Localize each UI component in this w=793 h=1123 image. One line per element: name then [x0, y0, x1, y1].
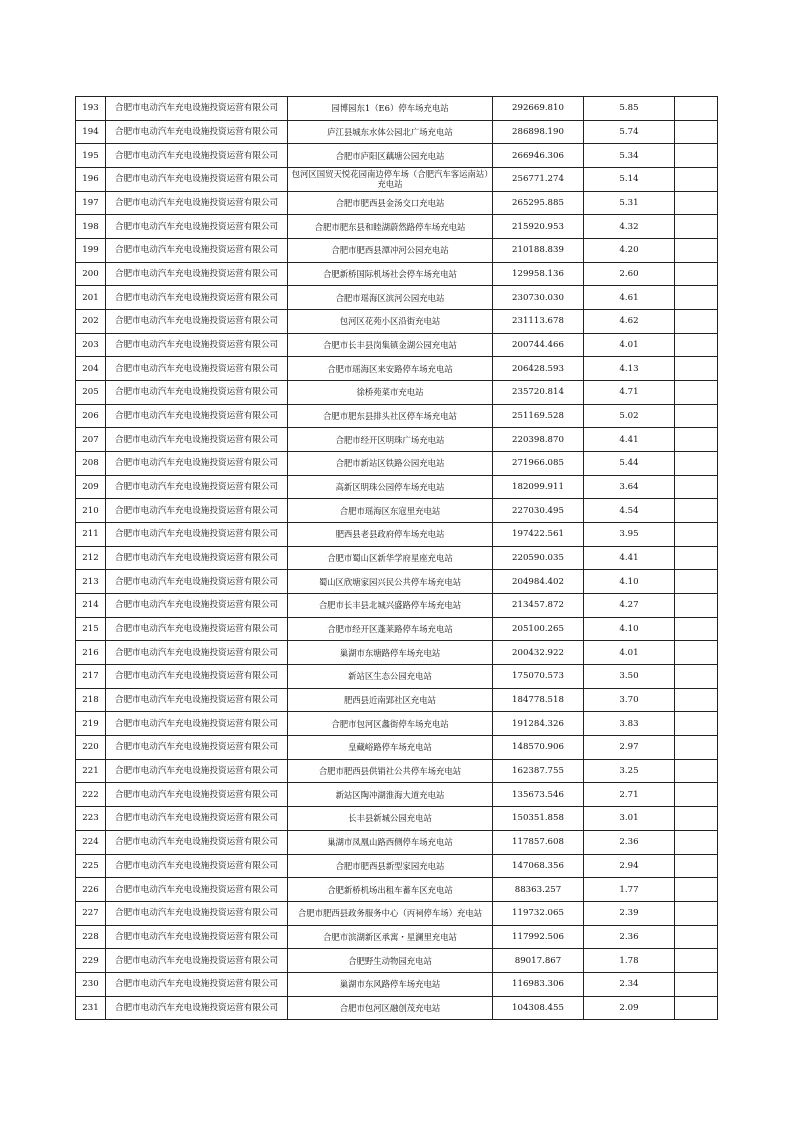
remark-cell [675, 878, 718, 902]
remark-cell [675, 949, 718, 973]
table-row [76, 381, 718, 405]
station-name: 合肥新桥机场出租车蓄车区充电站 [288, 878, 493, 902]
charging-volume: 220590.035 [493, 546, 584, 570]
table-row [76, 239, 718, 263]
table-row [76, 144, 718, 168]
table-row [76, 570, 718, 594]
operator-name: 合肥市电动汽车充电设施投资运营有限公司 [106, 641, 288, 665]
operator-name: 合肥市电动汽车充电设施投资运营有限公司 [106, 546, 288, 570]
remark-cell [675, 215, 718, 239]
row-number: 216 [76, 641, 106, 665]
row-number: 213 [76, 570, 106, 594]
operator-name: 合肥市电动汽车充电设施投资运营有限公司 [106, 523, 288, 547]
charging-volume: 117992.506 [493, 925, 584, 949]
share-value: 2.60 [584, 262, 675, 286]
table-body [76, 97, 718, 1020]
share-value: 3.64 [584, 475, 675, 499]
station-name: 徐桥苑菜市充电站 [288, 381, 493, 405]
charging-volume: 200744.466 [493, 333, 584, 357]
charging-volume: 89017.867 [493, 949, 584, 973]
operator-name: 合肥市电动汽车充电设施投资运营有限公司 [106, 570, 288, 594]
station-name: 合肥市瑶海区滨河公园充电站 [288, 286, 493, 310]
station-name: 巢湖市东风路停车场充电站 [288, 972, 493, 996]
table-row [76, 168, 718, 192]
share-value: 2.09 [584, 996, 675, 1020]
remark-cell [675, 925, 718, 949]
row-number: 197 [76, 191, 106, 215]
operator-name: 合肥市电动汽车充电设施投资运营有限公司 [106, 215, 288, 239]
share-value: 3.01 [584, 807, 675, 831]
remark-cell [675, 428, 718, 452]
row-number: 209 [76, 475, 106, 499]
charging-volume: 271966.085 [493, 452, 584, 476]
share-value: 4.10 [584, 617, 675, 641]
operator-name: 合肥市电动汽车充电设施投资运营有限公司 [106, 736, 288, 760]
operator-name: 合肥市电动汽车充电设施投资运营有限公司 [106, 949, 288, 973]
charging-volume: 191284.326 [493, 712, 584, 736]
operator-name: 合肥市电动汽车充电设施投资运营有限公司 [106, 404, 288, 428]
table-row [76, 830, 718, 854]
charging-volume: 292669.810 [493, 97, 584, 121]
station-name: 巢湖市凤凰山路西侧停车场充电站 [288, 830, 493, 854]
table-row [76, 594, 718, 618]
station-name: 合肥新桥国际机场社会停车场充电站 [288, 262, 493, 286]
station-name: 合肥市肥东县排头社区停车场充电站 [288, 404, 493, 428]
row-number: 203 [76, 333, 106, 357]
table-row [76, 854, 718, 878]
table-row [76, 523, 718, 547]
operator-name: 合肥市电动汽车充电设施投资运营有限公司 [106, 310, 288, 334]
row-number: 217 [76, 665, 106, 689]
remark-cell [675, 546, 718, 570]
charging-volume: 265295.885 [493, 191, 584, 215]
share-value: 3.95 [584, 523, 675, 547]
station-name: 长丰县新城公园充电站 [288, 807, 493, 831]
row-number: 212 [76, 546, 106, 570]
row-number: 225 [76, 854, 106, 878]
row-number: 200 [76, 262, 106, 286]
station-name: 巢湖市东塘路停车场充电站 [288, 641, 493, 665]
table-row [76, 783, 718, 807]
share-value: 1.77 [584, 878, 675, 902]
share-value: 5.31 [584, 191, 675, 215]
share-value: 2.97 [584, 736, 675, 760]
remark-cell [675, 333, 718, 357]
share-value: 4.32 [584, 215, 675, 239]
row-number: 228 [76, 925, 106, 949]
table-row [76, 262, 718, 286]
station-name: 合肥市肥西县金汤交口充电站 [288, 191, 493, 215]
row-number: 198 [76, 215, 106, 239]
row-number: 201 [76, 286, 106, 310]
operator-name: 合肥市电动汽车充电设施投资运营有限公司 [106, 594, 288, 618]
table-row [76, 925, 718, 949]
operator-name: 合肥市电动汽车充电设施投资运营有限公司 [106, 807, 288, 831]
station-name: 合肥市肥西县供销社公共停车场充电站 [288, 759, 493, 783]
station-name: 肥西县近南郢社区充电站 [288, 688, 493, 712]
charging-volume: 266946.306 [493, 144, 584, 168]
table-row [76, 617, 718, 641]
table-row [76, 357, 718, 381]
station-name: 包河区国贸天悦花园南边停车场（合肥汽车客运南站）充电站 [288, 168, 493, 192]
charging-volume: 135673.546 [493, 783, 584, 807]
charging-volume: 184778.518 [493, 688, 584, 712]
remark-cell [675, 854, 718, 878]
table-row [76, 404, 718, 428]
station-name: 合肥市包河区蠡街停车场充电站 [288, 712, 493, 736]
remark-cell [675, 688, 718, 712]
charging-volume: 197422.561 [493, 523, 584, 547]
table-row [76, 215, 718, 239]
table-row [76, 546, 718, 570]
share-value: 4.13 [584, 357, 675, 381]
remark-cell [675, 901, 718, 925]
row-number: 210 [76, 499, 106, 523]
station-name: 合肥市新站区铁路公园充电站 [288, 452, 493, 476]
station-name: 合肥市经开区明珠广场充电站 [288, 428, 493, 452]
share-value: 3.50 [584, 665, 675, 689]
charging-volume: 205100.265 [493, 617, 584, 641]
share-value: 2.39 [584, 901, 675, 925]
table-row [76, 428, 718, 452]
remark-cell [675, 452, 718, 476]
remark-cell [675, 570, 718, 594]
operator-name: 合肥市电动汽车充电设施投资运营有限公司 [106, 972, 288, 996]
share-value: 5.14 [584, 168, 675, 192]
charging-volume: 213457.872 [493, 594, 584, 618]
table-row [76, 878, 718, 902]
operator-name: 合肥市电动汽车充电设施投资运营有限公司 [106, 688, 288, 712]
operator-name: 合肥市电动汽车充电设施投资运营有限公司 [106, 901, 288, 925]
row-number: 227 [76, 901, 106, 925]
remark-cell [675, 617, 718, 641]
table-row [76, 191, 718, 215]
station-name: 合肥市庐阳区藕塘公园充电站 [288, 144, 493, 168]
remark-cell [675, 759, 718, 783]
operator-name: 合肥市电动汽车充电设施投资运营有限公司 [106, 665, 288, 689]
charging-volume: 104308.455 [493, 996, 584, 1020]
remark-cell [675, 191, 718, 215]
share-value: 2.34 [584, 972, 675, 996]
station-name: 肥西县老县政府停车场充电站 [288, 523, 493, 547]
station-name: 皇藏峪路停车场充电站 [288, 736, 493, 760]
row-number: 193 [76, 97, 106, 121]
charging-volume: 235720.814 [493, 381, 584, 405]
remark-cell [675, 97, 718, 121]
row-number: 208 [76, 452, 106, 476]
table-row [76, 807, 718, 831]
station-name: 新站区生态公园充电站 [288, 665, 493, 689]
charging-volume: 206428.593 [493, 357, 584, 381]
document-page [75, 96, 717, 1020]
charging-volume: 286898.190 [493, 120, 584, 144]
station-name: 合肥市肥西县新型家园充电站 [288, 854, 493, 878]
share-value: 5.44 [584, 452, 675, 476]
station-name: 合肥市滨湖新区承寓・星澜里充电站 [288, 925, 493, 949]
operator-name: 合肥市电动汽车充电设施投资运营有限公司 [106, 830, 288, 854]
share-value: 4.01 [584, 641, 675, 665]
row-number: 204 [76, 357, 106, 381]
station-name: 合肥野生动物园充电站 [288, 949, 493, 973]
remark-cell [675, 641, 718, 665]
table-row [76, 641, 718, 665]
operator-name: 合肥市电动汽车充电设施投资运营有限公司 [106, 783, 288, 807]
station-name: 高新区明珠公园停车场充电站 [288, 475, 493, 499]
share-value: 4.01 [584, 333, 675, 357]
station-name: 合肥市蜀山区新华学府星座充电站 [288, 546, 493, 570]
share-value: 4.62 [584, 310, 675, 334]
charging-volume: 251169.528 [493, 404, 584, 428]
share-value: 4.27 [584, 594, 675, 618]
remark-cell [675, 807, 718, 831]
charging-volume: 129958.136 [493, 262, 584, 286]
remark-cell [675, 404, 718, 428]
row-number: 195 [76, 144, 106, 168]
table-row [76, 333, 718, 357]
charging-volume: 230730.030 [493, 286, 584, 310]
station-name: 园博园东1（E6）停车场充电站 [288, 97, 493, 121]
share-value: 3.83 [584, 712, 675, 736]
table-row [76, 759, 718, 783]
table-row [76, 286, 718, 310]
operator-name: 合肥市电动汽车充电设施投资运营有限公司 [106, 996, 288, 1020]
share-value: 2.94 [584, 854, 675, 878]
operator-name: 合肥市电动汽车充电设施投资运营有限公司 [106, 617, 288, 641]
charging-volume: 150351.858 [493, 807, 584, 831]
operator-name: 合肥市电动汽车充电设施投资运营有限公司 [106, 239, 288, 263]
row-number: 223 [76, 807, 106, 831]
station-name: 合肥市瑶海区东寇里充电站 [288, 499, 493, 523]
remark-cell [675, 239, 718, 263]
share-value: 4.41 [584, 428, 675, 452]
table-row [76, 712, 718, 736]
share-value: 4.20 [584, 239, 675, 263]
row-number: 199 [76, 239, 106, 263]
station-name: 合肥市包河区融创茂充电站 [288, 996, 493, 1020]
share-value: 1.78 [584, 949, 675, 973]
station-name: 庐江县城东水体公园北广场充电站 [288, 120, 493, 144]
remark-cell [675, 972, 718, 996]
remark-cell [675, 357, 718, 381]
share-value: 4.10 [584, 570, 675, 594]
charging-volume: 119732.065 [493, 901, 584, 925]
operator-name: 合肥市电动汽车充电设施投资运营有限公司 [106, 925, 288, 949]
operator-name: 合肥市电动汽车充电设施投资运营有限公司 [106, 499, 288, 523]
share-value: 2.36 [584, 830, 675, 854]
charging-volume: 200432.922 [493, 641, 584, 665]
remark-cell [675, 286, 718, 310]
share-value: 4.71 [584, 381, 675, 405]
operator-name: 合肥市电动汽车充电设施投资运营有限公司 [106, 712, 288, 736]
operator-name: 合肥市电动汽车充电设施投资运营有限公司 [106, 262, 288, 286]
table-row [76, 972, 718, 996]
charging-volume: 215920.953 [493, 215, 584, 239]
remark-cell [675, 830, 718, 854]
operator-name: 合肥市电动汽车充电设施投资运营有限公司 [106, 381, 288, 405]
row-number: 224 [76, 830, 106, 854]
remark-cell [675, 310, 718, 334]
remark-cell [675, 594, 718, 618]
table-row [76, 310, 718, 334]
station-name: 合肥市长丰县岗集镇金湖公园充电站 [288, 333, 493, 357]
table-row [76, 97, 718, 121]
table-row [76, 949, 718, 973]
remark-cell [675, 381, 718, 405]
operator-name: 合肥市电动汽车充电设施投资运营有限公司 [106, 168, 288, 192]
table-row [76, 736, 718, 760]
charging-volume: 162387.755 [493, 759, 584, 783]
charging-volume: 175070.573 [493, 665, 584, 689]
remark-cell [675, 475, 718, 499]
row-number: 220 [76, 736, 106, 760]
operator-name: 合肥市电动汽车充电设施投资运营有限公司 [106, 357, 288, 381]
table-row [76, 452, 718, 476]
row-number: 218 [76, 688, 106, 712]
charging-volume: 147068.356 [493, 854, 584, 878]
table-row [76, 901, 718, 925]
table-row [76, 996, 718, 1020]
table-row [76, 499, 718, 523]
charging-volume: 182099.911 [493, 475, 584, 499]
charging-station-table [75, 96, 718, 1020]
charging-volume: 256771.274 [493, 168, 584, 192]
table-row [76, 120, 718, 144]
row-number: 221 [76, 759, 106, 783]
row-number: 207 [76, 428, 106, 452]
share-value: 2.71 [584, 783, 675, 807]
row-number: 196 [76, 168, 106, 192]
remark-cell [675, 712, 718, 736]
operator-name: 合肥市电动汽车充电设施投资运营有限公司 [106, 286, 288, 310]
charging-volume: 210188.839 [493, 239, 584, 263]
operator-name: 合肥市电动汽车充电设施投资运营有限公司 [106, 452, 288, 476]
share-value: 5.34 [584, 144, 675, 168]
station-name: 合肥市肥西县政务服务中心（丙祠停车场）充电站 [288, 901, 493, 925]
operator-name: 合肥市电动汽车充电设施投资运营有限公司 [106, 120, 288, 144]
remark-cell [675, 144, 718, 168]
operator-name: 合肥市电动汽车充电设施投资运营有限公司 [106, 144, 288, 168]
remark-cell [675, 499, 718, 523]
operator-name: 合肥市电动汽车充电设施投资运营有限公司 [106, 854, 288, 878]
operator-name: 合肥市电动汽车充电设施投资运营有限公司 [106, 97, 288, 121]
remark-cell [675, 262, 718, 286]
remark-cell [675, 665, 718, 689]
charging-volume: 231113.678 [493, 310, 584, 334]
share-value: 3.25 [584, 759, 675, 783]
charging-volume: 116983.306 [493, 972, 584, 996]
share-value: 4.54 [584, 499, 675, 523]
operator-name: 合肥市电动汽车充电设施投资运营有限公司 [106, 191, 288, 215]
station-name: 蜀山区欣塘家园兴民公共停车场充电站 [288, 570, 493, 594]
table-row [76, 688, 718, 712]
row-number: 229 [76, 949, 106, 973]
station-name: 合肥市经开区蓬莱路停车场充电站 [288, 617, 493, 641]
station-name: 合肥市长丰县北城兴盛路停车场充电站 [288, 594, 493, 618]
operator-name: 合肥市电动汽车充电设施投资运营有限公司 [106, 428, 288, 452]
operator-name: 合肥市电动汽车充电设施投资运营有限公司 [106, 878, 288, 902]
station-name: 合肥市肥西县潭冲河公园充电站 [288, 239, 493, 263]
operator-name: 合肥市电动汽车充电设施投资运营有限公司 [106, 475, 288, 499]
remark-cell [675, 736, 718, 760]
row-number: 211 [76, 523, 106, 547]
station-name: 合肥市瑶海区来安路停车场充电站 [288, 357, 493, 381]
operator-name: 合肥市电动汽车充电设施投资运营有限公司 [106, 333, 288, 357]
charging-volume: 204984.402 [493, 570, 584, 594]
row-number: 205 [76, 381, 106, 405]
charging-volume: 148570.906 [493, 736, 584, 760]
station-name: 包河区花苑小区沿街充电站 [288, 310, 493, 334]
share-value: 5.74 [584, 120, 675, 144]
station-name: 合肥市肥东县和睦湖蔚然路停车场充电站 [288, 215, 493, 239]
charging-volume: 227030.495 [493, 499, 584, 523]
row-number: 214 [76, 594, 106, 618]
row-number: 230 [76, 972, 106, 996]
charging-volume: 220398.870 [493, 428, 584, 452]
remark-cell [675, 120, 718, 144]
remark-cell [675, 168, 718, 192]
row-number: 206 [76, 404, 106, 428]
share-value: 4.61 [584, 286, 675, 310]
row-number: 194 [76, 120, 106, 144]
table-row [76, 475, 718, 499]
charging-volume: 88363.257 [493, 878, 584, 902]
share-value: 4.41 [584, 546, 675, 570]
remark-cell [675, 996, 718, 1020]
table-row [76, 665, 718, 689]
share-value: 5.85 [584, 97, 675, 121]
row-number: 231 [76, 996, 106, 1020]
row-number: 222 [76, 783, 106, 807]
share-value: 2.36 [584, 925, 675, 949]
share-value: 5.02 [584, 404, 675, 428]
operator-name: 合肥市电动汽车充电设施投资运营有限公司 [106, 759, 288, 783]
remark-cell [675, 523, 718, 547]
row-number: 215 [76, 617, 106, 641]
station-name: 新站区陶冲湖淮海大道充电站 [288, 783, 493, 807]
row-number: 226 [76, 878, 106, 902]
row-number: 202 [76, 310, 106, 334]
row-number: 219 [76, 712, 106, 736]
share-value: 3.70 [584, 688, 675, 712]
charging-volume: 117857.608 [493, 830, 584, 854]
remark-cell [675, 783, 718, 807]
